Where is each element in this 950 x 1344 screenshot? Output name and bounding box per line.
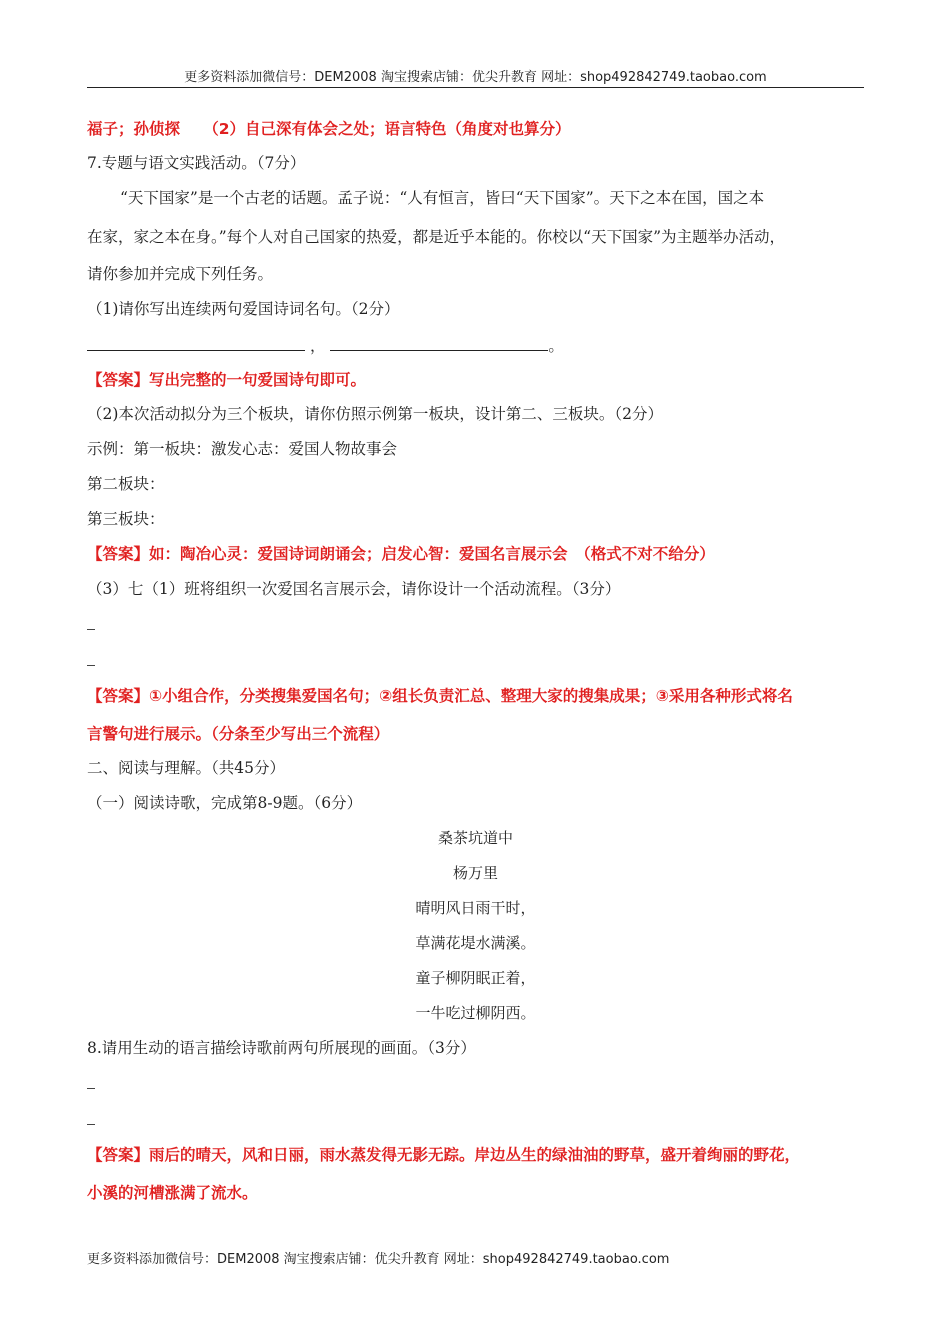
section-2-title: 二、阅读与理解。（共45分） <box>87 759 285 777</box>
fill-blank-1[interactable] <box>87 336 305 351</box>
question-7-para-line1: “天下国家”是一个古老的话题。孟子说：“人有恒言，皆曰“天下国家”。天下之本在国，国之本 <box>120 189 765 207</box>
answer-line-7-3-b[interactable] <box>87 665 95 666</box>
answer-8-label: 【答案】 <box>87 1146 150 1164</box>
answer-8-line1 <box>87 1145 800 1165</box>
answer-2 <box>87 544 715 564</box>
answer-2-text: 如：陶冶心灵：爱国诗词朗诵会；启发心智：爱国名言展示会 （格式不对不给分） <box>149 545 715 563</box>
poem-line-4: 一牛吃过柳阴西。 <box>415 1004 536 1022</box>
question-8: 8.请用生动的语言描绘诗歌前两句所展现的画面。（3分） <box>87 1039 476 1057</box>
poem-line-3: 童子柳阴眠正着， <box>415 969 536 987</box>
poem-author: 杨万里 <box>452 864 498 882</box>
question-7-1: （1)请你写出连续两句爱国诗词名句。（2分） <box>87 300 400 318</box>
section-2-1-instructions: （一）阅读诗歌，完成第8-9题。（6分） <box>87 794 363 812</box>
question-7-2-example: 示例：第一板块：激发心志：爱国人物故事会 <box>87 440 398 458</box>
blank-period: 。 <box>548 337 564 355</box>
fill-blank-2[interactable] <box>330 336 548 351</box>
question-7-para-line3: 请你参加并完成下列任务。 <box>87 265 274 283</box>
answer-line-7-3-a[interactable] <box>87 629 95 630</box>
answer-2-label: 【答案】 <box>87 545 150 563</box>
page-footer: 更多资料添加微信号：DEM2008 淘宝搜索店铺：优尖升教育 网址：shop492842749.taobao.com <box>87 1252 670 1267</box>
poem-title: 桑茶坑道中 <box>437 829 513 847</box>
answer-1-text: 写出完整的一句爱国诗句即可。 <box>149 371 367 389</box>
blank-comma: ， <box>309 337 326 355</box>
answer-3-label: 【答案】 <box>87 687 150 705</box>
poem-line-1: 晴明风日雨干时， <box>415 899 536 917</box>
question-7-2-second: 第二板块： <box>87 475 165 493</box>
answer-1-label: 【答案】 <box>87 371 150 389</box>
answer-8-text1: 雨后的晴天，风和日丽，雨水蒸发得无影无踪。岸边丛生的绿油油的野草，盛开着绚丽的野花， <box>149 1146 801 1164</box>
answer-3-line1 <box>87 686 793 706</box>
answer-top: 福子；孙侦探 （2）自己深有体会之处；语言特色（角度对也算分） <box>87 120 571 138</box>
answer-8-line2: 小溪的河槽涨满了流水。 <box>87 1184 258 1202</box>
question-7-2-third: 第三板块： <box>87 510 165 528</box>
header-divider <box>87 87 864 88</box>
question-7-para-line2: 在家，家之本在身。”每个人对自己国家的热爱，都是近乎本能的。你校以“天下国家”为主题举办活动， <box>87 228 786 246</box>
poem-line-2: 草满花堤水满溪。 <box>415 934 536 952</box>
answer-line-8-a[interactable] <box>87 1088 95 1089</box>
answer-3-text1: ①小组合作，分类搜集爱国名句；②组长负责汇总、整理大家的搜集成果；③采用各种形式将名 <box>149 687 793 705</box>
page-header: 更多资料添加微信号：DEM2008 淘宝搜索店铺：优尖升教育 网址：shop492842749.taobao.com <box>184 70 767 85</box>
question-7-2: （2)本次活动拟分为三个板块，请你仿照示例第一板块，设计第二、三板块。（2分） <box>87 405 664 423</box>
answer-blank-row <box>87 336 564 356</box>
question-7-3: （3）七（1）班将组织一次爱国名言展示会，请你设计一个活动流程。（3分） <box>87 580 621 598</box>
answer-1 <box>87 370 366 390</box>
answer-line-8-b[interactable] <box>87 1124 95 1125</box>
answer-3-line2: 言警句进行展示。（分条至少写出三个流程） <box>87 725 390 743</box>
question-7-title: 7.专题与语文实践活动。（7分） <box>87 154 306 172</box>
